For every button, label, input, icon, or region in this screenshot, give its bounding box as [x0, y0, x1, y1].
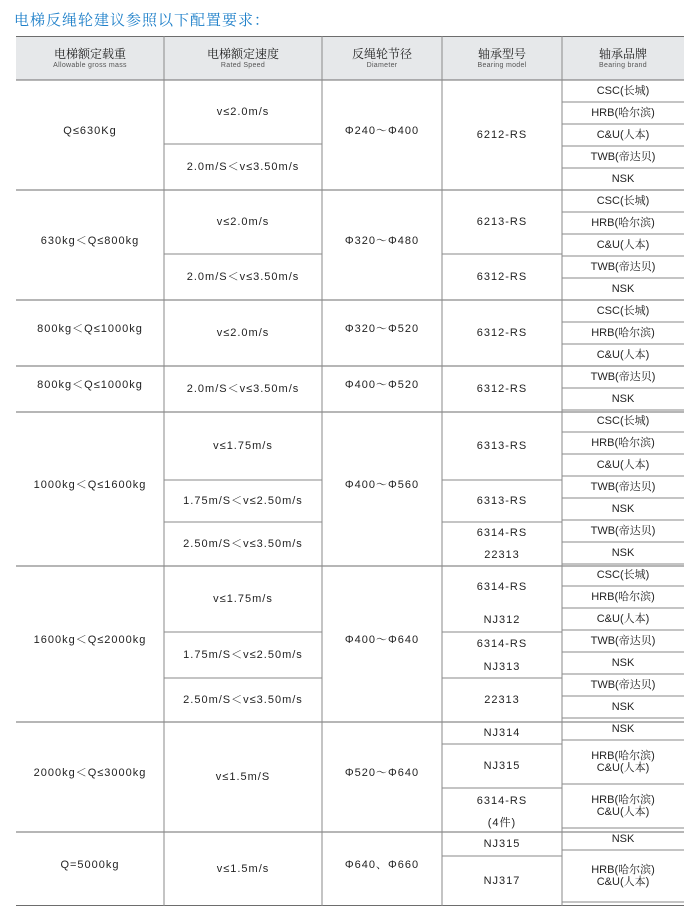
- bearing-model-cell: 6314-RS: [476, 795, 528, 807]
- load-cell: 800kg＜Q≤1000kg: [37, 323, 143, 335]
- bearing-brand-cell: C&U(人本): [596, 459, 650, 471]
- bearing-model-cell: 6312-RS: [476, 383, 528, 395]
- bearing-model-cell: 6312-RS: [476, 327, 528, 339]
- bearing-brand-cell: HRB(哈尔滨): [591, 327, 655, 339]
- load-cell: Q=5000kg: [60, 859, 120, 871]
- bearing-model-cell: NJ317: [483, 875, 521, 887]
- load-cell: 2000kg＜Q≤3000kg: [33, 767, 147, 779]
- bearing-model-cell: 6314-RS: [476, 638, 528, 650]
- bearing-model-cell: 6313-RS: [476, 495, 528, 507]
- diameter-cell: Φ400～Φ520: [344, 379, 420, 391]
- bearing-brand-cell: TWB(帝达贝): [590, 679, 656, 691]
- bearing-brand-cell: NSK: [611, 393, 635, 405]
- load-cell: 1600kg＜Q≤2000kg: [33, 634, 147, 646]
- bearing-model-cell: 22313: [484, 549, 520, 561]
- bearing-model-cell: 6314-RS: [476, 581, 528, 593]
- bearing-model-cell: 6212-RS: [476, 129, 528, 141]
- speed-cell: 1.75m/S＜v≤2.50m/s: [183, 649, 303, 661]
- speed-cell: v≤2.0m/s: [216, 106, 270, 118]
- bearing-brand-cell: NSK: [611, 547, 635, 559]
- diameter-cell: Φ320～Φ520: [344, 323, 420, 335]
- bearing-model-cell: NJ315: [483, 838, 521, 850]
- bearing-brand-cell: HRB(哈尔滨): [591, 107, 655, 119]
- diameter-cell: Φ640、Φ660: [344, 859, 420, 871]
- speed-cell: v≤1.5m/s: [216, 863, 270, 875]
- bearing-brand-cell: HRB(哈尔滨): [591, 591, 655, 603]
- header-speed-en: Rated Speed: [220, 61, 266, 69]
- header-brand-en: Bearing brand: [599, 61, 647, 69]
- diameter-cell: Φ240～Φ400: [344, 125, 420, 137]
- load-cell: 800kg＜Q≤1000kg: [37, 379, 143, 391]
- speed-cell: v≤1.75m/s: [213, 440, 273, 452]
- bearing-brand-line: HRB(哈尔滨): [591, 864, 655, 876]
- bearing-brand-cell: TWB(帝达贝): [590, 525, 656, 537]
- bearing-brand-cell: NSK: [611, 173, 635, 185]
- header-load-zh: 电梯额定载重: [53, 46, 126, 61]
- bearing-brand-cell: NSK: [611, 283, 635, 295]
- load-cell: 1000kg＜Q≤1600kg: [33, 479, 147, 491]
- bearing-brand-cell: HRB(哈尔滨): [591, 217, 655, 229]
- diameter-cell: Φ400～Φ640: [344, 634, 420, 646]
- bearing-brand-cell: CSC(长城): [596, 415, 650, 427]
- speed-cell: v≤2.0m/s: [216, 327, 270, 339]
- bearing-brand-cell: CSC(长城): [596, 305, 650, 317]
- bearing-brand-cell: TWB(帝达贝): [590, 151, 656, 163]
- header-diameter-en: Diameter: [366, 61, 398, 69]
- diameter-cell: Φ520～Φ640: [344, 767, 420, 779]
- bearing-brand-cell: C&U(人本): [596, 129, 650, 141]
- speed-cell: 2.50m/S＜v≤3.50m/s: [183, 694, 303, 706]
- bearing-brand-cell: CSC(长城): [596, 569, 650, 581]
- bearing-model-cell: (4件): [487, 817, 517, 829]
- bearing-model-cell: 6213-RS: [476, 216, 528, 228]
- header-model: [442, 36, 562, 80]
- bearing-config-table: [16, 36, 684, 906]
- speed-cell: 1.75m/S＜v≤2.50m/s: [183, 495, 303, 507]
- bearing-model-cell: NJ313: [483, 661, 521, 673]
- load-cell: Q≤630Kg: [63, 125, 117, 137]
- header-brand: [562, 36, 684, 80]
- bearing-model-cell: NJ314: [483, 727, 521, 739]
- bearing-brand-cell: NSK: [611, 503, 635, 515]
- bearing-brand-cell: NSK: [611, 657, 635, 669]
- load-cell: 630kg＜Q≤800kg: [40, 235, 140, 247]
- header-model-en: Bearing model: [477, 61, 527, 69]
- bearing-brand-line: HRB(哈尔滨): [591, 750, 655, 762]
- header-speed: [164, 36, 322, 80]
- speed-cell: v≤1.5m/S: [215, 771, 271, 783]
- speed-cell: 2.0m/S＜v≤3.50m/s: [186, 271, 300, 283]
- header-model-zh: 轴承型号: [477, 46, 526, 61]
- bearing-brand-cell: NSK: [611, 833, 635, 845]
- header-load-en: Allowable gross mass: [53, 61, 127, 69]
- bearing-model-cell: 6312-RS: [476, 271, 528, 283]
- diameter-cell: Φ320～Φ480: [344, 235, 420, 247]
- header-load: [16, 36, 164, 80]
- bearing-model-cell: NJ315: [483, 760, 521, 772]
- speed-cell: v≤2.0m/s: [216, 216, 270, 228]
- bearing-brand-cell: C&U(人本): [596, 349, 650, 361]
- bearing-brand-cell: C&U(人本): [596, 239, 650, 251]
- header-diameter-zh: 反绳轮节径: [351, 46, 412, 61]
- bearing-brand-cell: NSK: [611, 701, 635, 713]
- speed-cell: 2.0m/S＜v≤3.50m/s: [186, 383, 300, 395]
- header-diameter: [322, 36, 442, 80]
- bearing-brand-cell-dual: [562, 740, 684, 784]
- bearing-model-cell: 6313-RS: [476, 440, 528, 452]
- page-title: 电梯反绳轮建议参照以下配置要求：: [14, 11, 271, 29]
- speed-cell: v≤1.75m/s: [213, 593, 273, 605]
- bearing-brand-cell: TWB(帝达贝): [590, 481, 656, 493]
- bearing-brand-cell-dual: [562, 850, 684, 902]
- bearing-brand-cell: TWB(帝达贝): [590, 371, 656, 383]
- bearing-model-cell: 22313: [484, 694, 520, 706]
- bearing-brand-cell: NSK: [611, 723, 635, 735]
- bearing-brand-cell: TWB(帝达贝): [590, 261, 656, 273]
- bearing-brand-line: HRB(哈尔滨): [591, 794, 655, 806]
- bearing-brand-cell: CSC(长城): [596, 85, 650, 97]
- bearing-brand-cell: HRB(哈尔滨): [591, 437, 655, 449]
- header-speed-zh: 电梯额定速度: [206, 46, 279, 61]
- speed-cell: 2.50m/S＜v≤3.50m/s: [183, 538, 303, 550]
- header-brand-zh: 轴承品牌: [598, 46, 647, 61]
- bearing-model-cell: 6314-RS: [476, 527, 528, 539]
- bearing-brand-line: C&U(人本): [596, 806, 650, 818]
- speed-cell: 2.0m/S＜v≤3.50m/s: [186, 161, 300, 173]
- bearing-brand-cell: TWB(帝达贝): [590, 635, 656, 647]
- bearing-brand-cell: C&U(人本): [596, 613, 650, 625]
- diameter-cell: Φ400～Φ560: [344, 479, 420, 491]
- bearing-brand-cell-dual: [562, 784, 684, 828]
- bearing-brand-cell: CSC(长城): [596, 195, 650, 207]
- bearing-model-cell: NJ312: [483, 614, 521, 626]
- bearing-brand-line: C&U(人本): [596, 762, 650, 774]
- bearing-brand-line: C&U(人本): [596, 876, 650, 888]
